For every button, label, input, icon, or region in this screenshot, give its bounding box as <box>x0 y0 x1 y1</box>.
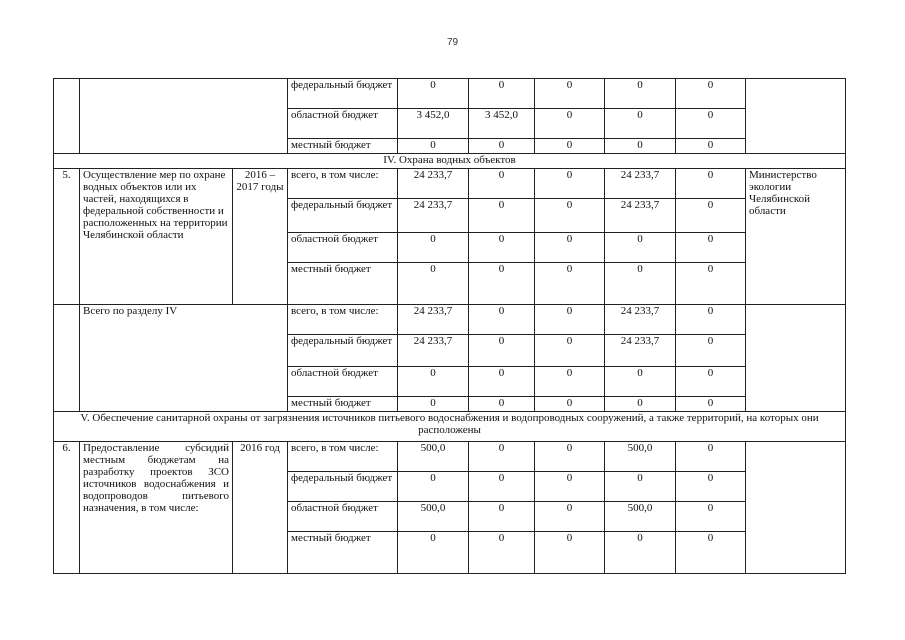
value-cell: 0 <box>605 109 676 139</box>
value-cell: 0 <box>676 532 746 574</box>
page-number: 79 <box>446 37 459 48</box>
value-cell: 0 <box>605 139 676 154</box>
source-label: областной бюджет <box>288 233 398 263</box>
value-cell: 0 <box>398 263 469 305</box>
value-cell: 0 <box>676 199 746 233</box>
empty-cell <box>746 442 846 574</box>
section-title: V. Обеспечение санитарной охраны от загрязнения источников питьевого водоснабжения и водопроводных сооружений, а также территорий, на которых они расположены <box>54 412 846 442</box>
source-label: областной бюджет <box>288 109 398 139</box>
value-cell: 0 <box>535 233 605 263</box>
value-cell: 0 <box>469 442 535 472</box>
table-row <box>54 305 846 335</box>
value-cell: 0 <box>605 472 676 502</box>
source-label: местный бюджет <box>288 397 398 412</box>
value-cell: 0 <box>398 79 469 109</box>
value-cell: 0 <box>676 442 746 472</box>
value-cell: 0 <box>469 472 535 502</box>
value-cell: 0 <box>469 199 535 233</box>
value-cell: 0 <box>676 233 746 263</box>
value-cell: 0 <box>676 472 746 502</box>
source-label: областной бюджет <box>288 502 398 532</box>
empty-cell <box>54 79 80 154</box>
value-cell: 0 <box>605 79 676 109</box>
source-label: федеральный бюджет <box>288 472 398 502</box>
source-label: областной бюджет <box>288 367 398 397</box>
value-cell: 0 <box>469 139 535 154</box>
value-cell: 24 233,7 <box>605 169 676 199</box>
source-label: местный бюджет <box>288 263 398 305</box>
value-cell: 0 <box>535 532 605 574</box>
value-cell: 0 <box>676 502 746 532</box>
value-cell: 0 <box>398 472 469 502</box>
value-cell: 0 <box>676 335 746 367</box>
value-cell: 0 <box>469 233 535 263</box>
source-label: федеральный бюджет <box>288 199 398 233</box>
section-header-row <box>54 154 846 169</box>
value-cell: 0 <box>676 79 746 109</box>
source-label: всего, в том числе: <box>288 169 398 199</box>
item-executor: Министерство экологии Челябинской области <box>746 169 846 305</box>
value-cell: 0 <box>676 367 746 397</box>
value-cell: 0 <box>535 397 605 412</box>
value-cell: 500,0 <box>605 442 676 472</box>
value-cell: 24 233,7 <box>398 335 469 367</box>
value-cell: 0 <box>535 335 605 367</box>
value-cell: 0 <box>469 367 535 397</box>
value-cell: 0 <box>535 442 605 472</box>
value-cell: 0 <box>676 109 746 139</box>
total-label: Всего по разделу IV <box>80 305 288 412</box>
value-cell: 0 <box>676 263 746 305</box>
value-cell: 0 <box>469 335 535 367</box>
section-title: IV. Охрана водных объектов <box>54 154 846 169</box>
source-label: федеральный бюджет <box>288 335 398 367</box>
table-row <box>54 442 846 472</box>
item-name: Осуществление мер по охране водных объектов или их частей, находящихся в федеральной собственности и расположенных на территории Челябинской области <box>80 169 233 305</box>
item-name <box>80 442 233 574</box>
source-label: всего, в том числе: <box>288 442 398 472</box>
value-cell: 500,0 <box>605 502 676 532</box>
value-cell: 0 <box>535 199 605 233</box>
table-row <box>54 169 846 199</box>
value-cell: 0 <box>535 109 605 139</box>
item-number: 5. <box>54 169 80 305</box>
budget-table <box>53 78 846 574</box>
source-label: местный бюджет <box>288 139 398 154</box>
item-period: 2016 – 2017 годы <box>233 169 288 305</box>
empty-cell <box>746 305 846 412</box>
source-label: федеральный бюджет <box>288 79 398 109</box>
value-cell: 0 <box>535 367 605 397</box>
source-label: всего, в том числе: <box>288 305 398 335</box>
value-cell: 0 <box>469 502 535 532</box>
item-period: 2016 год <box>233 442 288 574</box>
value-cell: 0 <box>398 139 469 154</box>
value-cell: 3 452,0 <box>469 109 535 139</box>
value-cell: 0 <box>469 397 535 412</box>
value-cell: 0 <box>676 169 746 199</box>
value-cell: 0 <box>605 233 676 263</box>
value-cell: 0 <box>398 532 469 574</box>
value-cell: 0 <box>535 305 605 335</box>
value-cell: 0 <box>605 263 676 305</box>
value-cell: 0 <box>469 79 535 109</box>
value-cell: 0 <box>535 169 605 199</box>
item-number: 6. <box>54 442 80 574</box>
value-cell: 0 <box>605 532 676 574</box>
item-name-text: Предоставление субсидий местным бюджетам на разработку проектов ЗСО источников водоснабжения и водопроводов питьевого назначения, в том числе: <box>83 442 229 514</box>
value-cell: 0 <box>469 532 535 574</box>
value-cell: 0 <box>398 367 469 397</box>
value-cell: 500,0 <box>398 502 469 532</box>
value-cell: 0 <box>398 397 469 412</box>
value-cell: 0 <box>469 263 535 305</box>
table-row <box>54 79 846 109</box>
empty-cell <box>80 79 288 154</box>
value-cell: 0 <box>676 305 746 335</box>
value-cell: 0 <box>605 367 676 397</box>
value-cell: 0 <box>535 79 605 109</box>
value-cell: 24 233,7 <box>398 199 469 233</box>
value-cell: 0 <box>535 263 605 305</box>
value-cell: 0 <box>535 472 605 502</box>
value-cell: 24 233,7 <box>605 335 676 367</box>
value-cell: 24 233,7 <box>398 169 469 199</box>
value-cell: 24 233,7 <box>605 305 676 335</box>
value-cell: 0 <box>676 139 746 154</box>
value-cell: 0 <box>676 397 746 412</box>
value-cell: 500,0 <box>398 442 469 472</box>
section-header-row <box>54 412 846 442</box>
value-cell: 0 <box>398 233 469 263</box>
value-cell: 24 233,7 <box>398 305 469 335</box>
value-cell: 24 233,7 <box>605 199 676 233</box>
value-cell: 0 <box>469 169 535 199</box>
value-cell: 0 <box>469 305 535 335</box>
value-cell: 0 <box>535 139 605 154</box>
empty-cell <box>746 79 846 154</box>
empty-cell <box>54 305 80 412</box>
value-cell: 0 <box>535 502 605 532</box>
source-label: местный бюджет <box>288 532 398 574</box>
value-cell: 0 <box>605 397 676 412</box>
value-cell: 3 452,0 <box>398 109 469 139</box>
